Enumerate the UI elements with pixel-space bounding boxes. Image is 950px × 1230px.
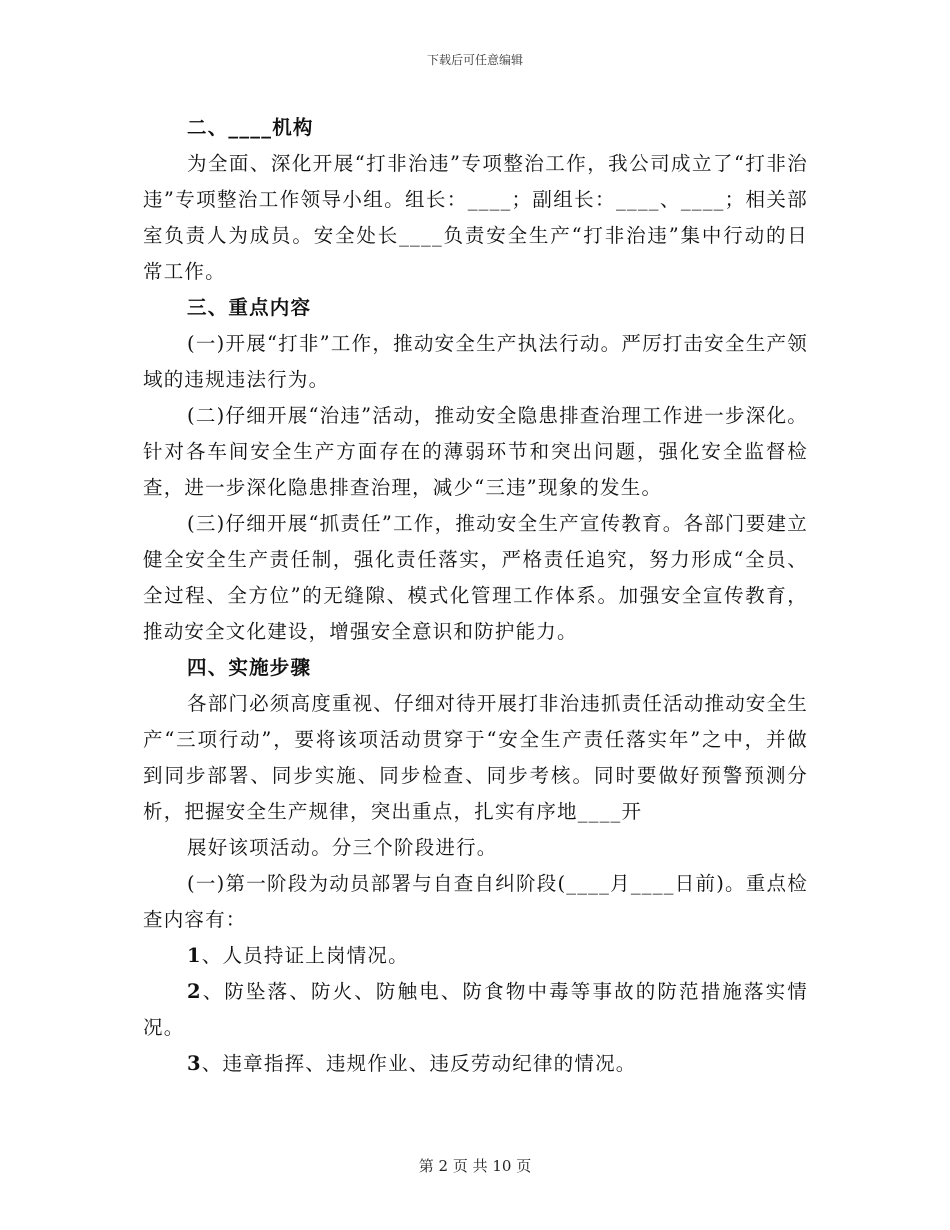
paragraph-organization: 为全面、深化开展“打非治违”专项整治工作，我公司成立了“打非治违”专项整治工作领导小组。组长：____；副组长：____、____；相关部室负责人为成员。安全处长____负责安全生产“打非治违”集中行动的日常工作。 xyxy=(143,152,808,283)
paragraph-steps-1: 各部门必须高度重视、仔细对待开展打非治违抓责任活动推动安全生产“三项行动”，要将该项活动贯穿于“安全生产责任落实年”之中，并做到同步部署、同步实施、同步检查、同步考核。同时要做好预警预测分析，把握安全生产规律，突出重点，扎实有序地____开 xyxy=(143,692,809,823)
paragraph-steps-2: 展好该项活动。分三个阶段进行。 xyxy=(187,836,498,859)
paragraph-content-2: (二)仔细开展“治违”活动，推动安全隐患排查治理工作进一步深化。针对各车间安全生产方面存在的薄弱环节和突出问题，强化安全监督检查，进一步深化隐患排查治理，减少“三违”现象的发生。 xyxy=(143,404,808,499)
page-header: 下载后可任意编辑 xyxy=(426,53,523,67)
list-item-number: 2 xyxy=(187,980,202,1003)
section-heading-steps: 四、实施步骤 xyxy=(187,656,312,679)
list-item-number: 3 xyxy=(187,1052,202,1075)
paragraph-steps-3: (一)第一阶段为动员部署与自查自纠阶段(____月____日前)。重点检查内容有： xyxy=(143,872,808,931)
page-footer: 第 2 页 共 10 页 xyxy=(418,1157,532,1175)
section-heading-organization: 二、____机构 xyxy=(187,116,314,139)
list-item-text: 、人员持证上岗情况。 xyxy=(201,944,409,967)
paragraph-content-3: (三)仔细开展“抓责任”工作，推动安全生产宣传教育。各部门要建立健全安全生产责任制，强化责任落实，严格责任追究，努力形成“全员、全过程、全方位”的无缝隙、模式化管理工作体系。加强安全宣传教育，推动安全文化建设，增强安全意识和防护能力。 xyxy=(143,512,808,643)
paragraph-content-1: (一)开展“打非”工作，推动安全生产执法行动。严厉打击安全生产领域的违规违法行为。 xyxy=(143,332,808,391)
list-item xyxy=(143,1046,808,1082)
list-item xyxy=(143,974,808,1046)
document-body xyxy=(143,110,808,1082)
list-item xyxy=(143,938,808,974)
list-item-text: 、违章指挥、违规作业、违反劳动纪律的情况。 xyxy=(201,1052,637,1075)
section-heading-key-content: 三、重点内容 xyxy=(187,296,312,319)
list-item-text: 、防坠落、防火、防触电、防食物中毒等事故的防范措施落实情况。 xyxy=(143,980,808,1039)
list-item-number: 1 xyxy=(187,944,202,967)
